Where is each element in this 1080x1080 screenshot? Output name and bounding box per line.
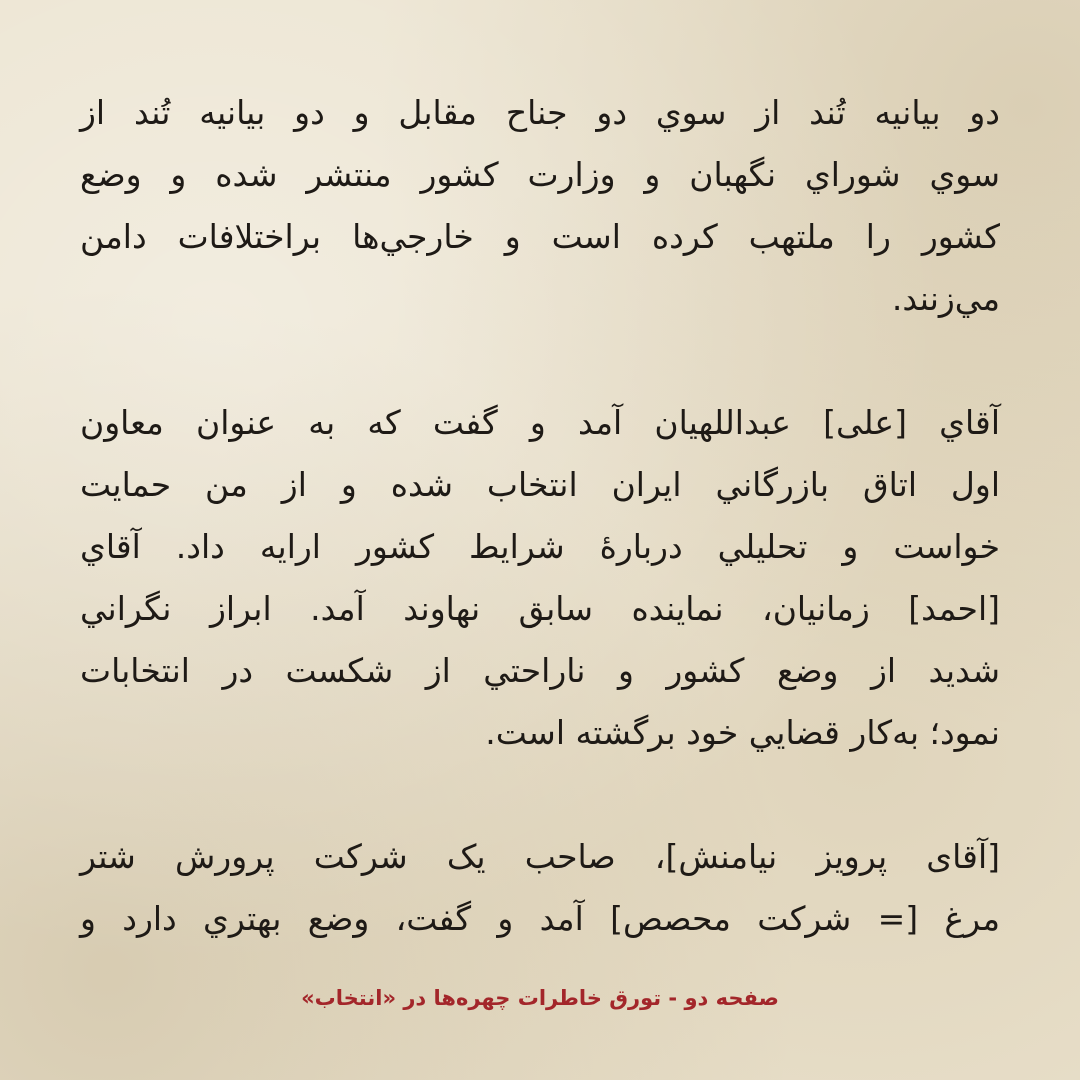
text-line: مرغ [= شرکت محصص] آمد و گفت، وضع بهتري دارد و xyxy=(80,899,1000,938)
text-line: خواست و تحلیلي دربارهٔ شرایط کشور ارایه داد. آقاي xyxy=(80,527,1000,566)
paragraph-3 xyxy=(80,826,1000,950)
text-line: [آقای پرویز نیامنش]، صاحب یک شرکت پرورش شتر xyxy=(80,837,1000,876)
paragraph-gap xyxy=(80,330,1000,392)
memoir-text xyxy=(80,82,1000,950)
text-line: نمود؛ به‌کار قضایي خود برگشته است. xyxy=(485,713,1000,752)
text-line: سوي شوراي نگهبان و وزارت کشور منتشر شده و وضع xyxy=(80,155,1000,194)
text-line: مي‌زنند. xyxy=(891,279,1000,318)
paragraph-1 xyxy=(80,82,1000,330)
text-line: [احمد] زمانیان، نماینده سابق نهاوند آمد. ابراز نگراني xyxy=(80,589,1000,628)
paragraph-2 xyxy=(80,392,1000,764)
paragraph-gap xyxy=(80,764,1000,826)
text-line: آقاي [علی] عبداللهیان آمد و گفت که به عنوان معاون xyxy=(80,403,1000,442)
text-line: اول اتاق بازرگاني ایران انتخاب شده و از من حمایت xyxy=(80,465,1000,504)
text-line: دو بیانیه تُند از سوي دو جناح مقابل و دو بیانیه تُند از xyxy=(80,93,1000,132)
text-line: شدید از وضع کشور و ناراحتي از شکست در انتخابات xyxy=(80,651,1000,690)
text-line: کشور را ملتهب کرده است و خارجي‌ها براختلافات دامن xyxy=(80,217,1000,256)
footer-caption: صفحه دو - تورق خاطرات چهره‌ها در «انتخاب» xyxy=(301,986,779,1010)
